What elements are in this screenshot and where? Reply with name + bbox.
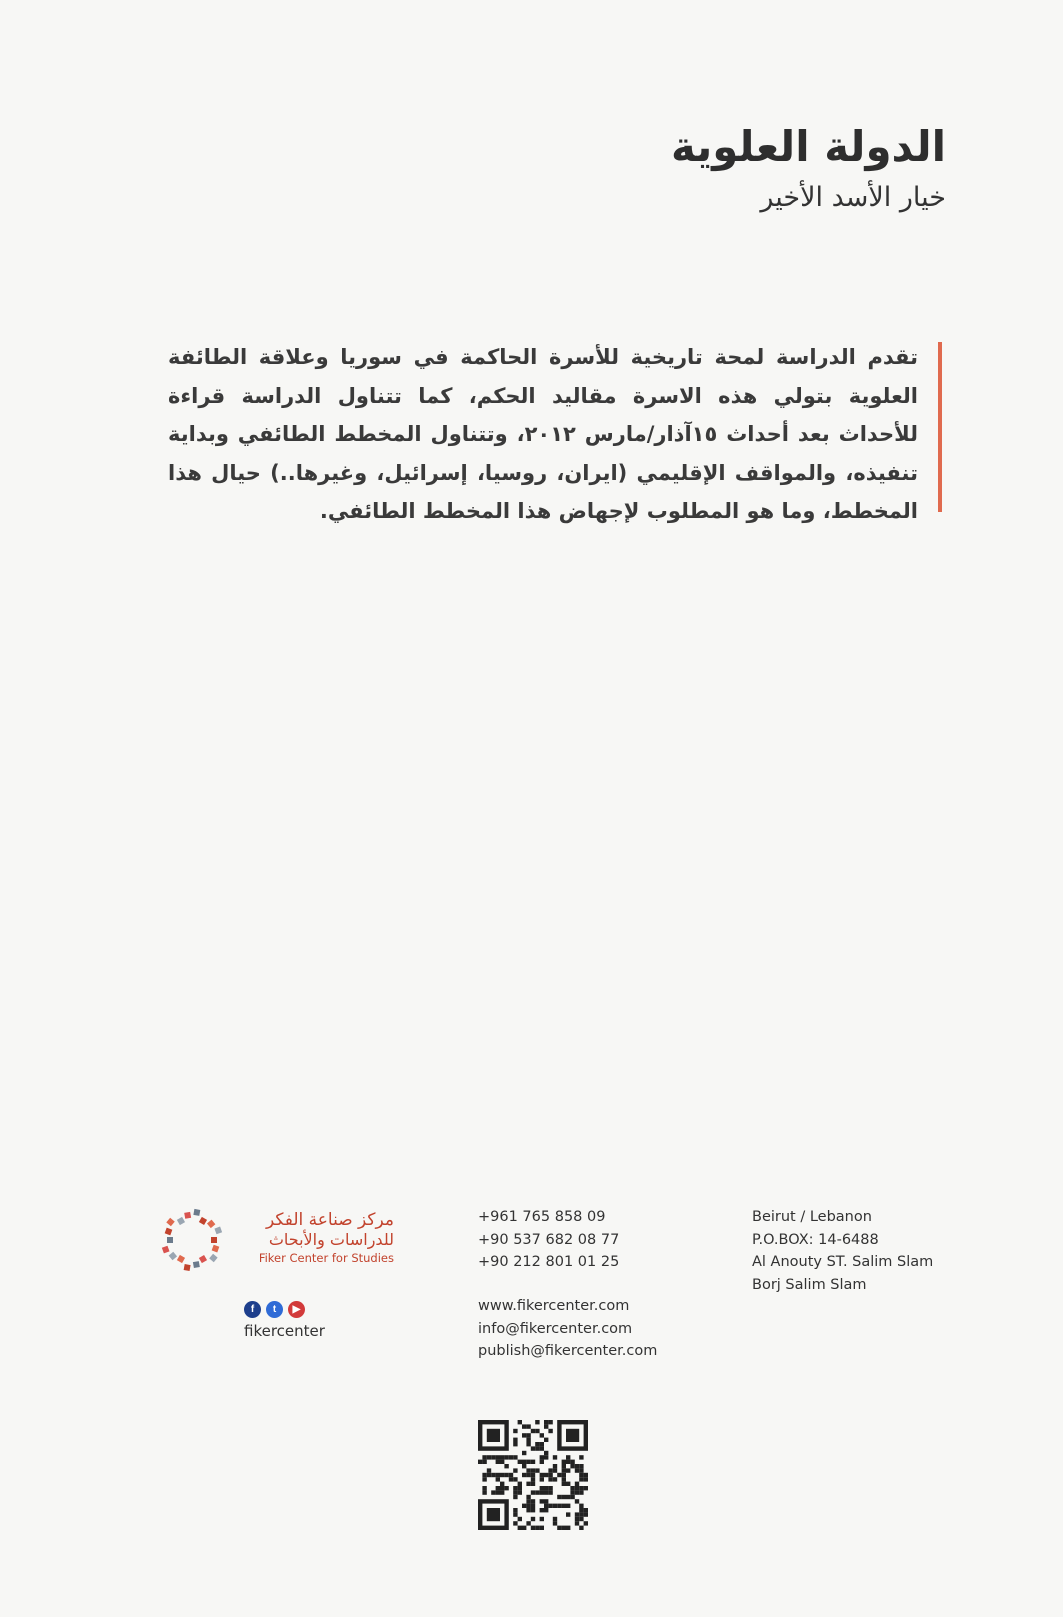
address-line: Al Anouty ST. Salim Slam	[752, 1254, 934, 1270]
address-line: Beirut / Lebanon	[752, 1209, 872, 1225]
email-publish: publish@fikercenter.com	[478, 1343, 658, 1359]
phone-number: +961 765 858 09	[478, 1209, 606, 1225]
phone-list	[478, 1206, 619, 1274]
publisher-name-en: Fiker Center for Studies	[258, 1251, 394, 1265]
publisher-logo-icon	[160, 1208, 224, 1272]
website-link: www.fikercenter.com	[478, 1298, 630, 1314]
book-title: الدولة العلوية	[671, 122, 946, 171]
social-icons	[244, 1301, 305, 1318]
book-description: تقدم الدراسة لمحة تاريخية للأسرة الحاكمة في سوريا وعلاقة الطائفة العلوية بتولي هذه الاسرة مقاليد الحكم، كما تتناول الدراسة قراءة للأحداث بعد أحداث ١٥آذار/مارس ٢٠١٢، وتتناول المخطط الطائفي وبداية تنفيذه، والمواقف الإقليمي (ايران، روسيا، إسرائيل، وغيرها..) حيال هذا المخطط، وما هو المطلوب لإجهاض هذا المخطط الطائفي.	[168, 345, 918, 523]
address-line: Borj Salim Slam	[752, 1276, 867, 1293]
facebook-icon[interactable]: f	[244, 1301, 261, 1318]
phone-number: +90 537 682 08 77	[478, 1231, 620, 1248]
qr-code-icon	[478, 1420, 588, 1530]
twitter-icon[interactable]: t	[266, 1301, 283, 1318]
address-line: P.O.BOX: 14-6488	[752, 1231, 879, 1248]
email-info: info@fikercenter.com	[478, 1320, 633, 1337]
address-block	[752, 1206, 933, 1296]
phone-number: +90 212 801 01 25	[478, 1254, 620, 1270]
book-subtitle: خيار الأسد الأخير	[760, 182, 946, 213]
publisher-name-ar-line1: مركز صناعة الفكر	[265, 1210, 394, 1230]
social-handle: fikercenter	[244, 1322, 325, 1340]
publisher-name	[244, 1210, 394, 1266]
web-contact-list	[478, 1295, 657, 1363]
publisher-name-ar-line2: للدراسات والأبحاث	[268, 1230, 394, 1249]
description-accent-bar	[938, 342, 942, 512]
youtube-icon[interactable]: ▶	[288, 1301, 305, 1318]
